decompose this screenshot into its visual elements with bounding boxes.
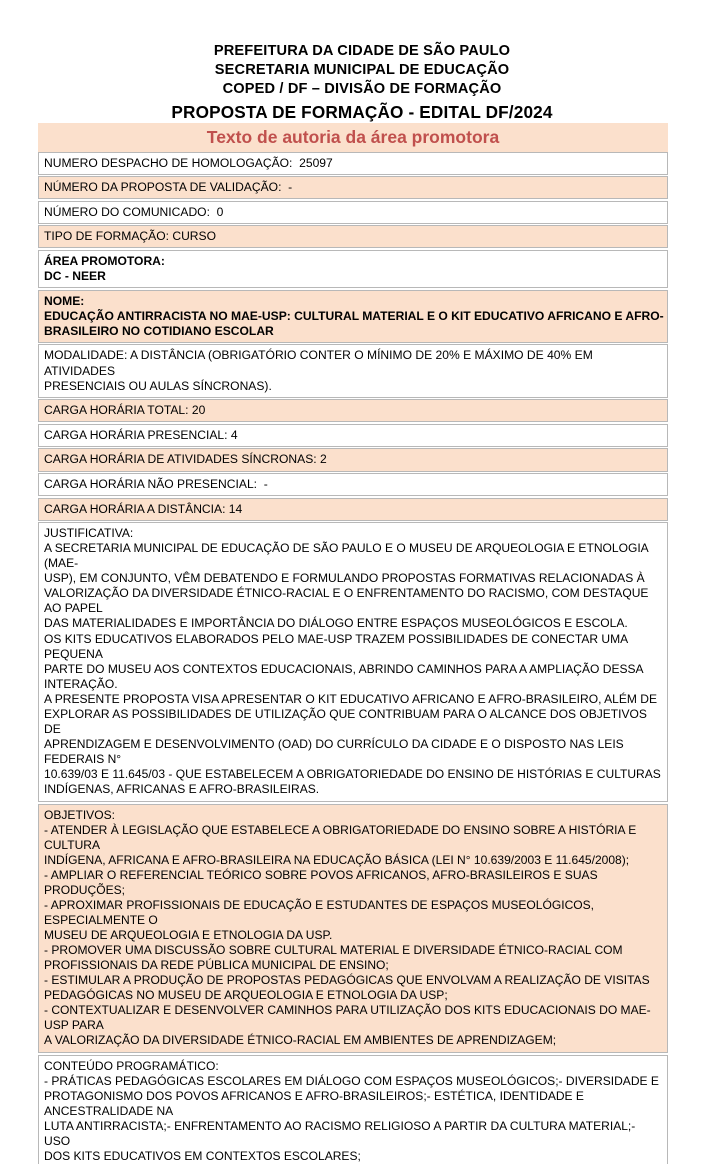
field-carga-horaria-distancia <box>38 498 668 521</box>
section-objetivos <box>38 804 668 1054</box>
justificativa-line: INDÍGENAS, AFRICANAS E AFRO-BRASILEIRAS. <box>44 782 320 796</box>
section-conteudo-programatico <box>38 1055 668 1164</box>
justificativa-line: INTERAÇÃO. <box>44 676 118 691</box>
header-line-prefeitura: PREFEITURA DA CIDADE DE SÃO PAULO <box>213 43 511 59</box>
field-carga-horaria-nao-presencial-text: CARGA HORÁRIA NÃO PRESENCIAL: - <box>44 477 268 492</box>
justificativa-line: DAS MATERIALIDADES E IMPORTÂNCIA DO DIÁLOGO ENTRE ESPAÇOS MUSEOLÓGICOS E ESCOLA. <box>44 616 628 631</box>
justificativa-line: EXPLORAR AS POSSIBILIDADES DE UTILIZAÇÃO QUE CONTRIBUAM PARA O ALCANCE DOS OBJETIVOS DE <box>44 706 651 736</box>
section-conteudo-label: CONTEÚDO PROGRAMÁTICO: <box>44 1058 219 1073</box>
objetivos-line: INDÍGENA, AFRICANA E AFRO-BRASILEIRA NA EDUCAÇÃO BÁSICA (LEI N° 10.639/2003 E 11.645/2008); <box>44 852 630 867</box>
objetivos-line: - CONTEXTUALIZAR E DESENVOLVER CAMINHOS PARA UTILIZAÇÃO DOS KITS EDUCACIONAIS DO MAE-USP PARA <box>44 1003 651 1033</box>
justificativa-line: APRENDIZAGEM E DESENVOLVIMENTO (OAD) DO CURRÍCULO DA CIDADE E O DISPOSTO NAS LEIS FEDERAIS N° <box>44 736 628 766</box>
conteudo-line: LUTA ANTIRRACISTA;- ENFRENTAMENTO AO RACISMO RELIGIOSO A PARTIR DA CULTURA MATERIAL;- USO <box>44 1118 639 1149</box>
field-tipo-formacao <box>38 225 668 248</box>
document-header <box>0 0 724 123</box>
justificativa-line: PARTE DO MUSEU AOS CONTEXTOS EDUCACIONAIS, ABRINDO CAMINHOS PARA A AMPLIAÇÃO DESSA <box>44 661 644 676</box>
section-justificativa-label: JUSTIFICATIVA: <box>44 526 134 541</box>
authorship-banner <box>38 123 668 152</box>
field-tipo-formacao-text: TIPO DE FORMAÇÃO: CURSO <box>44 229 217 244</box>
objetivos-line: - ATENDER À LEGISLAÇÃO QUE ESTABELECE A OBRIGATORIEDADE DO ENSINO SOBRE A HISTÓRIA E CULTURA <box>44 822 640 852</box>
field-modalidade-line-2: PRESENCIAIS OU AULAS SÍNCRONAS). <box>44 378 272 393</box>
field-despacho-homologacao-text: NUMERO DESPACHO DE HOMOLOGAÇÃO: 25097 <box>44 155 333 170</box>
objetivos-line: A VALORIZAÇÃO DA DIVERSIDADE ÉTNICO-RACIAL EM AMBIENTES DE APRENDIZAGEM; <box>44 1033 557 1048</box>
field-carga-horaria-distancia-text: CARGA HORÁRIA A DISTÂNCIA: 14 <box>44 501 243 516</box>
conteudo-line: - PRÁTICAS PEDAGÓGICAS ESCOLARES EM DIÁLOGO COM ESPAÇOS MUSEOLÓGICOS;- DIVERSIDADE E <box>44 1073 659 1088</box>
objetivos-line: - ESTIMULAR A PRODUÇÃO DE PROPOSTAS PEDAGÓGICAS QUE ENVOLVAM A REALIZAÇÃO DE VISITAS <box>44 973 650 988</box>
section-justificativa <box>38 522 668 802</box>
field-carga-horaria-sincronas-text: CARGA HORÁRIA DE ATIVIDADES SÍNCRONAS: 2 <box>44 452 327 467</box>
field-area-promotora <box>38 250 668 288</box>
conteudo-line: DOS KITS EDUCATIVOS EM CONTEXTOS ESCOLARES; <box>44 1149 361 1164</box>
objetivos-line: MUSEU DE ARQUEOLOGIA E ETNOLOGIA DA USP. <box>44 927 333 942</box>
proposal-form-table <box>38 123 668 1164</box>
field-despacho-homologacao <box>38 152 668 175</box>
field-numero-comunicado <box>38 201 668 224</box>
justificativa-line: A PRESENTE PROPOSTA VISA APRESENTAR O KIT EDUCATIVO AFRICANO E AFRO-BRASILEIRO, ALÉM DE <box>44 691 657 706</box>
field-carga-horaria-presencial <box>38 424 668 447</box>
field-carga-horaria-nao-presencial <box>38 473 668 496</box>
field-area-promotora-value: DC - NEER <box>44 269 106 284</box>
objetivos-line: - AMPLIAR O REFERENCIAL TEÓRICO SOBRE POVOS AFRICANOS, AFRO-BRASILEIROS E SUAS PRODUÇÕES; <box>44 867 601 897</box>
field-carga-horaria-sincronas <box>38 448 668 471</box>
justificativa-line: A SECRETARIA MUNICIPAL DE EDUCAÇÃO DE SÃO PAULO E O MUSEU DE ARQUEOLOGIA E ETNOLOGIA (MAE- <box>44 541 652 571</box>
objetivos-line: PEDAGÓGICAS NO MUSEU DE ARQUEOLOGIA E ETNOLOGIA DA USP; <box>44 988 448 1003</box>
header-line-coped: COPED / DF – DIVISÃO DE FORMAÇÃO <box>222 81 502 98</box>
field-proposta-validacao <box>38 176 668 199</box>
objetivos-line: - PROMOVER UMA DISCUSSÃO SOBRE CULTURAL MATERIAL E DIVERSIDADE ÉTNICO-RACIAL COM <box>44 942 623 957</box>
justificativa-line: USP), EM CONJUNTO, VÊM DEBATENDO E FORMULANDO PROPOSTAS FORMATIVAS RELACIONADAS À <box>44 571 645 586</box>
field-nome-label: NOME: <box>44 293 85 308</box>
field-numero-comunicado-text: NÚMERO DO COMUNICADO: 0 <box>44 204 224 219</box>
field-nome-value-line-2: BRASILEIRO NO COTIDIANO ESCOLAR <box>44 323 274 338</box>
objetivos-line: PROFISSIONAIS DA REDE PÚBLICA MUNICIPAL DE ENSINO; <box>44 958 389 973</box>
field-nome-value-line-1: EDUCAÇÃO ANTIRRACISTA NO MAE-USP: CULTURAL MATERIAL E O KIT EDUCATIVO AFRICANO E AFRO- <box>44 308 664 323</box>
field-modalidade-line-1: MODALIDADE: A DISTÂNCIA (OBRIGATÓRIO CONTER O MÍNIMO DE 20% E MÁXIMO DE 40% EM ATIVIDADES <box>44 348 596 378</box>
justificativa-line: OS KITS EDUCATIVOS ELABORADOS PELO MAE-USP TRAZEM POSSIBILIDADES DE CONECTAR UMA PEQUENA <box>44 631 631 661</box>
authorship-banner-text: Texto de autoria da área promotora <box>206 126 500 147</box>
section-objetivos-label: OBJETIVOS: <box>44 807 115 822</box>
header-line-secretaria: SECRETARIA MUNICIPAL DE EDUCAÇÃO <box>214 62 510 79</box>
objetivos-line: - APROXIMAR PROFISSIONAIS DE EDUCAÇÃO E ESTUDANTES DE ESPAÇOS MUSEOLÓGICOS, ESPECIALMENTE O <box>44 897 598 927</box>
justificativa-line: VALORIZAÇÃO DA DIVERSIDADE ÉTNICO-RACIAL E O ENFRENTAMENTO DO RACISMO, COM DESTAQUE AO PAPEL <box>44 586 652 616</box>
field-carga-horaria-total <box>38 399 668 422</box>
field-area-promotora-label: ÁREA PROMOTORA: <box>44 253 165 268</box>
field-carga-horaria-total-text: CARGA HORÁRIA TOTAL: 20 <box>44 403 206 418</box>
header-line-proposta: PROPOSTA DE FORMAÇÃO - EDITAL DF/2024 <box>171 101 553 122</box>
field-nome <box>38 290 668 343</box>
field-proposta-validacao-text: NÚMERO DA PROPOSTA DE VALIDAÇÃO: - <box>44 180 293 195</box>
field-modalidade <box>38 344 668 397</box>
conteudo-line: PROTAGONISMO DOS POVOS AFRICANOS E AFRO-BRASILEIROS;- ESTÉTICA, IDENTIDADE E ANCESTRALIDADE NA <box>44 1088 587 1118</box>
field-carga-horaria-presencial-text: CARGA HORÁRIA PRESENCIAL: 4 <box>44 427 238 442</box>
justificativa-line: 10.639/03 E 11.645/03 - QUE ESTABELECEM A OBRIGATORIEDADE DO ENSINO DE HISTÓRIAS E CULTURAS <box>44 766 661 781</box>
